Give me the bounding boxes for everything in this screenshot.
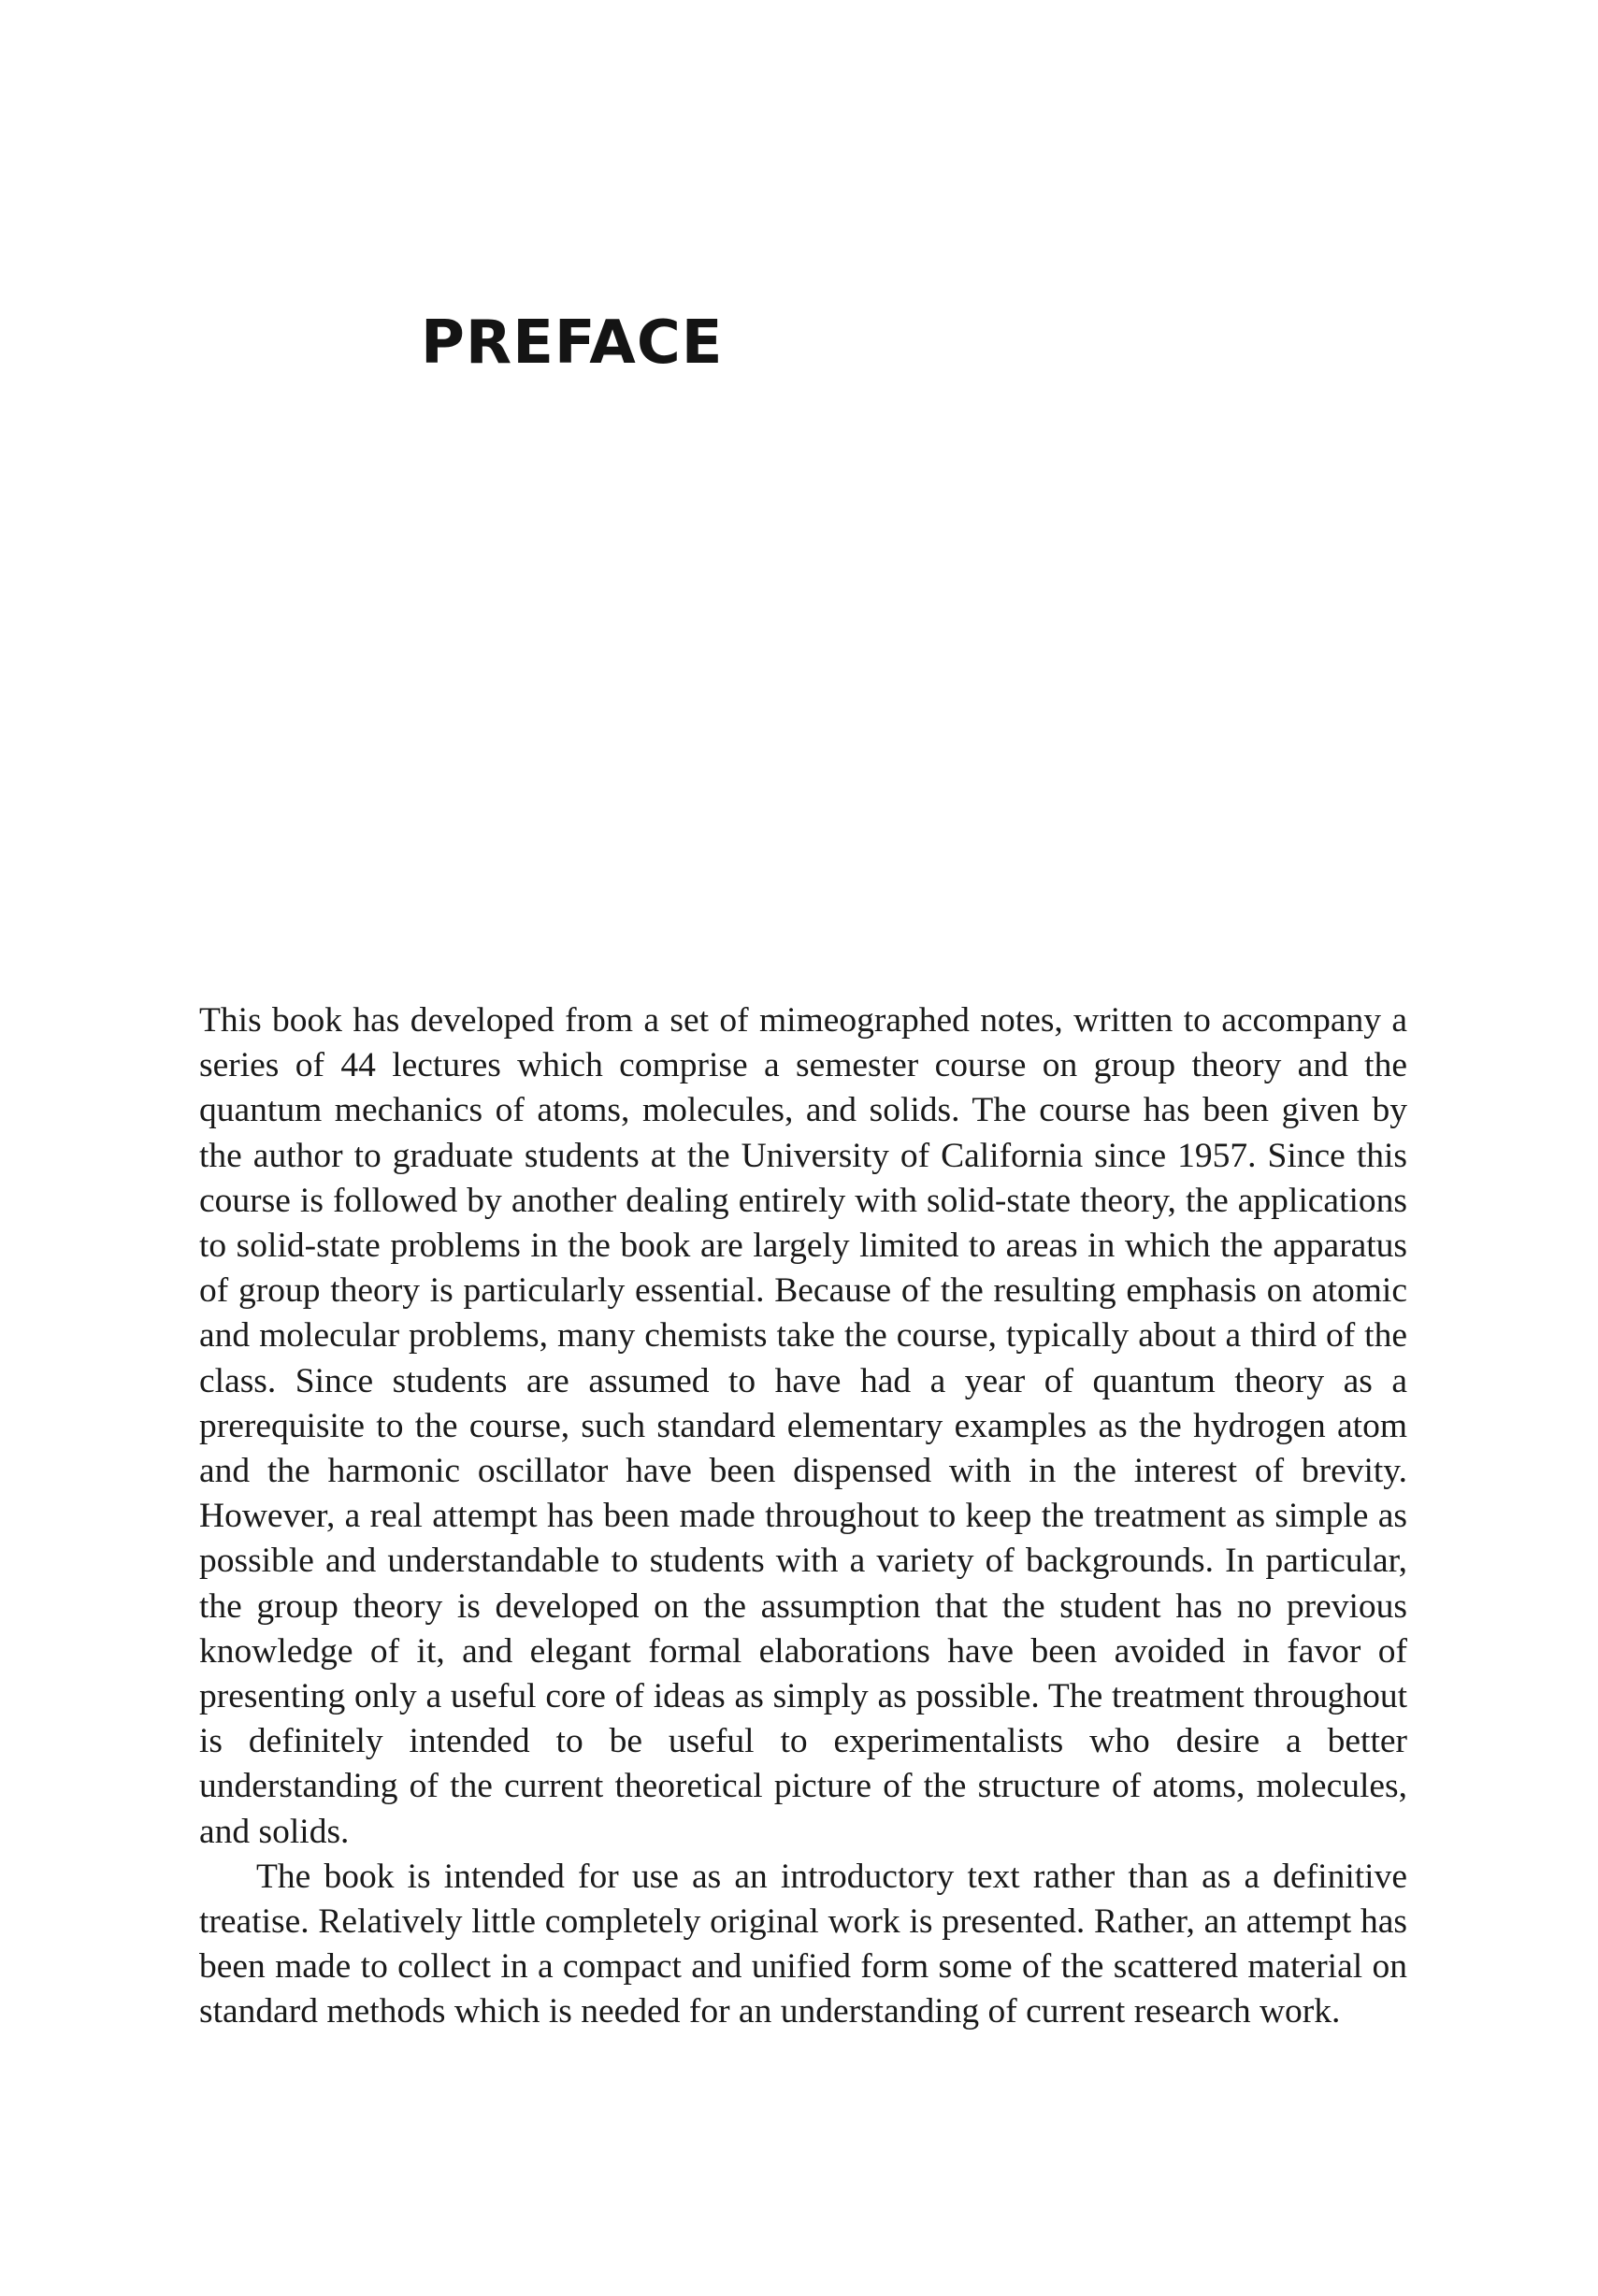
paragraph-1: This book has developed from a set of mimeographed notes, written to accompany a series of 44 lectures which comprise a semester course on group theory and the quantum mechanics of atoms, molecules, and solids. The course has been given by the author to graduate students at the University of California since 1957. Since this course is followed by another dealing entirely with solid-state theory, the applications to solid-state problems in the book are largely limited to areas in which the apparatus of group theory is particularly essential. Because of the resulting emphasis on atomic and molecular problems, many chemists take the course, typically about a third of the class. Since students are assumed to have had a year of quantum theory as a prerequisite to the course, such standard elementary examples as the hydrogen atom and the harmonic oscillator have been dispensed with in the interest of brevity. However, a real attempt has been made throughout to keep the treatment as simple as possible and understandable to students with a variety of backgrounds. In particular, the group theory is developed on the assumption that the student has no previous knowledge of it, and elegant formal elaborations have been avoided in favor of presenting only a useful core of ideas as simply as possible. The treatment throughout is definitely intended to be useful to experimentalists who desire a better understanding of the current theoretical picture of the structure of atoms, molecules, and solids. — [199, 1001, 1407, 1851]
paragraph-2: The book is intended for use as an introductory text rather than as a definitive treatise. Relatively little completely original work is presented. Rather, an attempt has been made to collect in a compact and unified form some of the scattered material on standard methods which is needed for an understanding of current research work. — [199, 1857, 1407, 2031]
preface-body — [199, 998, 1407, 2035]
page-title: PREFACE — [421, 309, 724, 378]
